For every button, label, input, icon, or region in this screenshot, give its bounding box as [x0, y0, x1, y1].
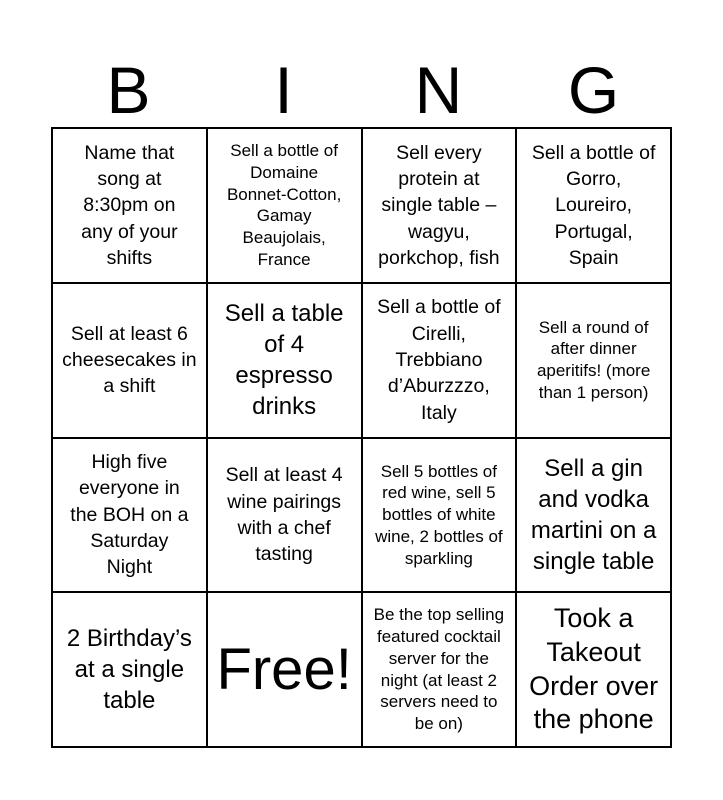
bingo-cell[interactable] [363, 593, 518, 748]
bingo-cell[interactable] [53, 284, 208, 439]
bingo-cell[interactable] [363, 284, 518, 439]
cell-text: High five everyone in the BOH on a Saturday Night [70, 451, 189, 579]
header-letter-i: I [274, 53, 293, 127]
cell-text: Name that song at 8:30pm on any of your shifts [81, 141, 178, 269]
bingo-cell[interactable] [208, 439, 363, 594]
header-letter-b: B [106, 53, 151, 127]
cell-text: Sell a bottle of Cirelli, Trebbiano d’Aburzzzo, Italy [377, 296, 501, 424]
cell-text: Sell 5 bottles of red wine, sell 5 bottles of white wine, 2 bottles of sparkling [375, 461, 503, 568]
cell-text: Sell a bottle of Gorro, Loureiro, Portugal, Spain [531, 141, 656, 269]
bingo-cell[interactable] [208, 129, 363, 284]
bingo-header [51, 52, 671, 128]
cell-text: Took a Takeout Order over the phone [529, 603, 659, 735]
bingo-cell[interactable] [53, 439, 208, 594]
cell-text: Sell at least 6 cheesecakes in a shift [62, 322, 197, 398]
cell-text: Sell every protein at single table – wagyu, porkchop, fish [378, 141, 500, 269]
cell-text: Sell at least 4 wine pairings with a chef tasting [225, 464, 343, 566]
cell-text: Sell a table of 4 espresso drinks [224, 299, 344, 421]
bingo-cell[interactable] [363, 439, 518, 594]
bingo-board [51, 127, 672, 748]
bingo-cell[interactable] [208, 284, 363, 439]
cell-text: Sell a gin and vodka martini on a single table [530, 454, 657, 576]
header-letter-n: N [414, 53, 463, 127]
cell-text: Sell a bottle of Domaine Bonnet-Cotton, Gamay Beaujolais, France [226, 141, 342, 269]
cell-text: 2 Birthday’s at a single table [66, 624, 192, 715]
bingo-cell[interactable] [517, 284, 672, 439]
cell-text: Be the top selling featured cocktail server for the night (at least 2 servers need to be on) [373, 605, 505, 734]
bingo-cell[interactable] [517, 439, 672, 594]
bingo-cell[interactable] [53, 593, 208, 748]
bingo-cell[interactable] [363, 129, 518, 284]
free-space-text: Free! [216, 636, 352, 702]
free-space-cell[interactable] [208, 593, 363, 748]
bingo-cell[interactable] [53, 129, 208, 284]
bingo-cell[interactable] [517, 593, 672, 748]
header-letter-g: G [567, 53, 620, 127]
cell-text: Sell a round of after dinner aperitifs! (more than 1 person) [536, 317, 651, 402]
bingo-cell[interactable] [517, 129, 672, 284]
